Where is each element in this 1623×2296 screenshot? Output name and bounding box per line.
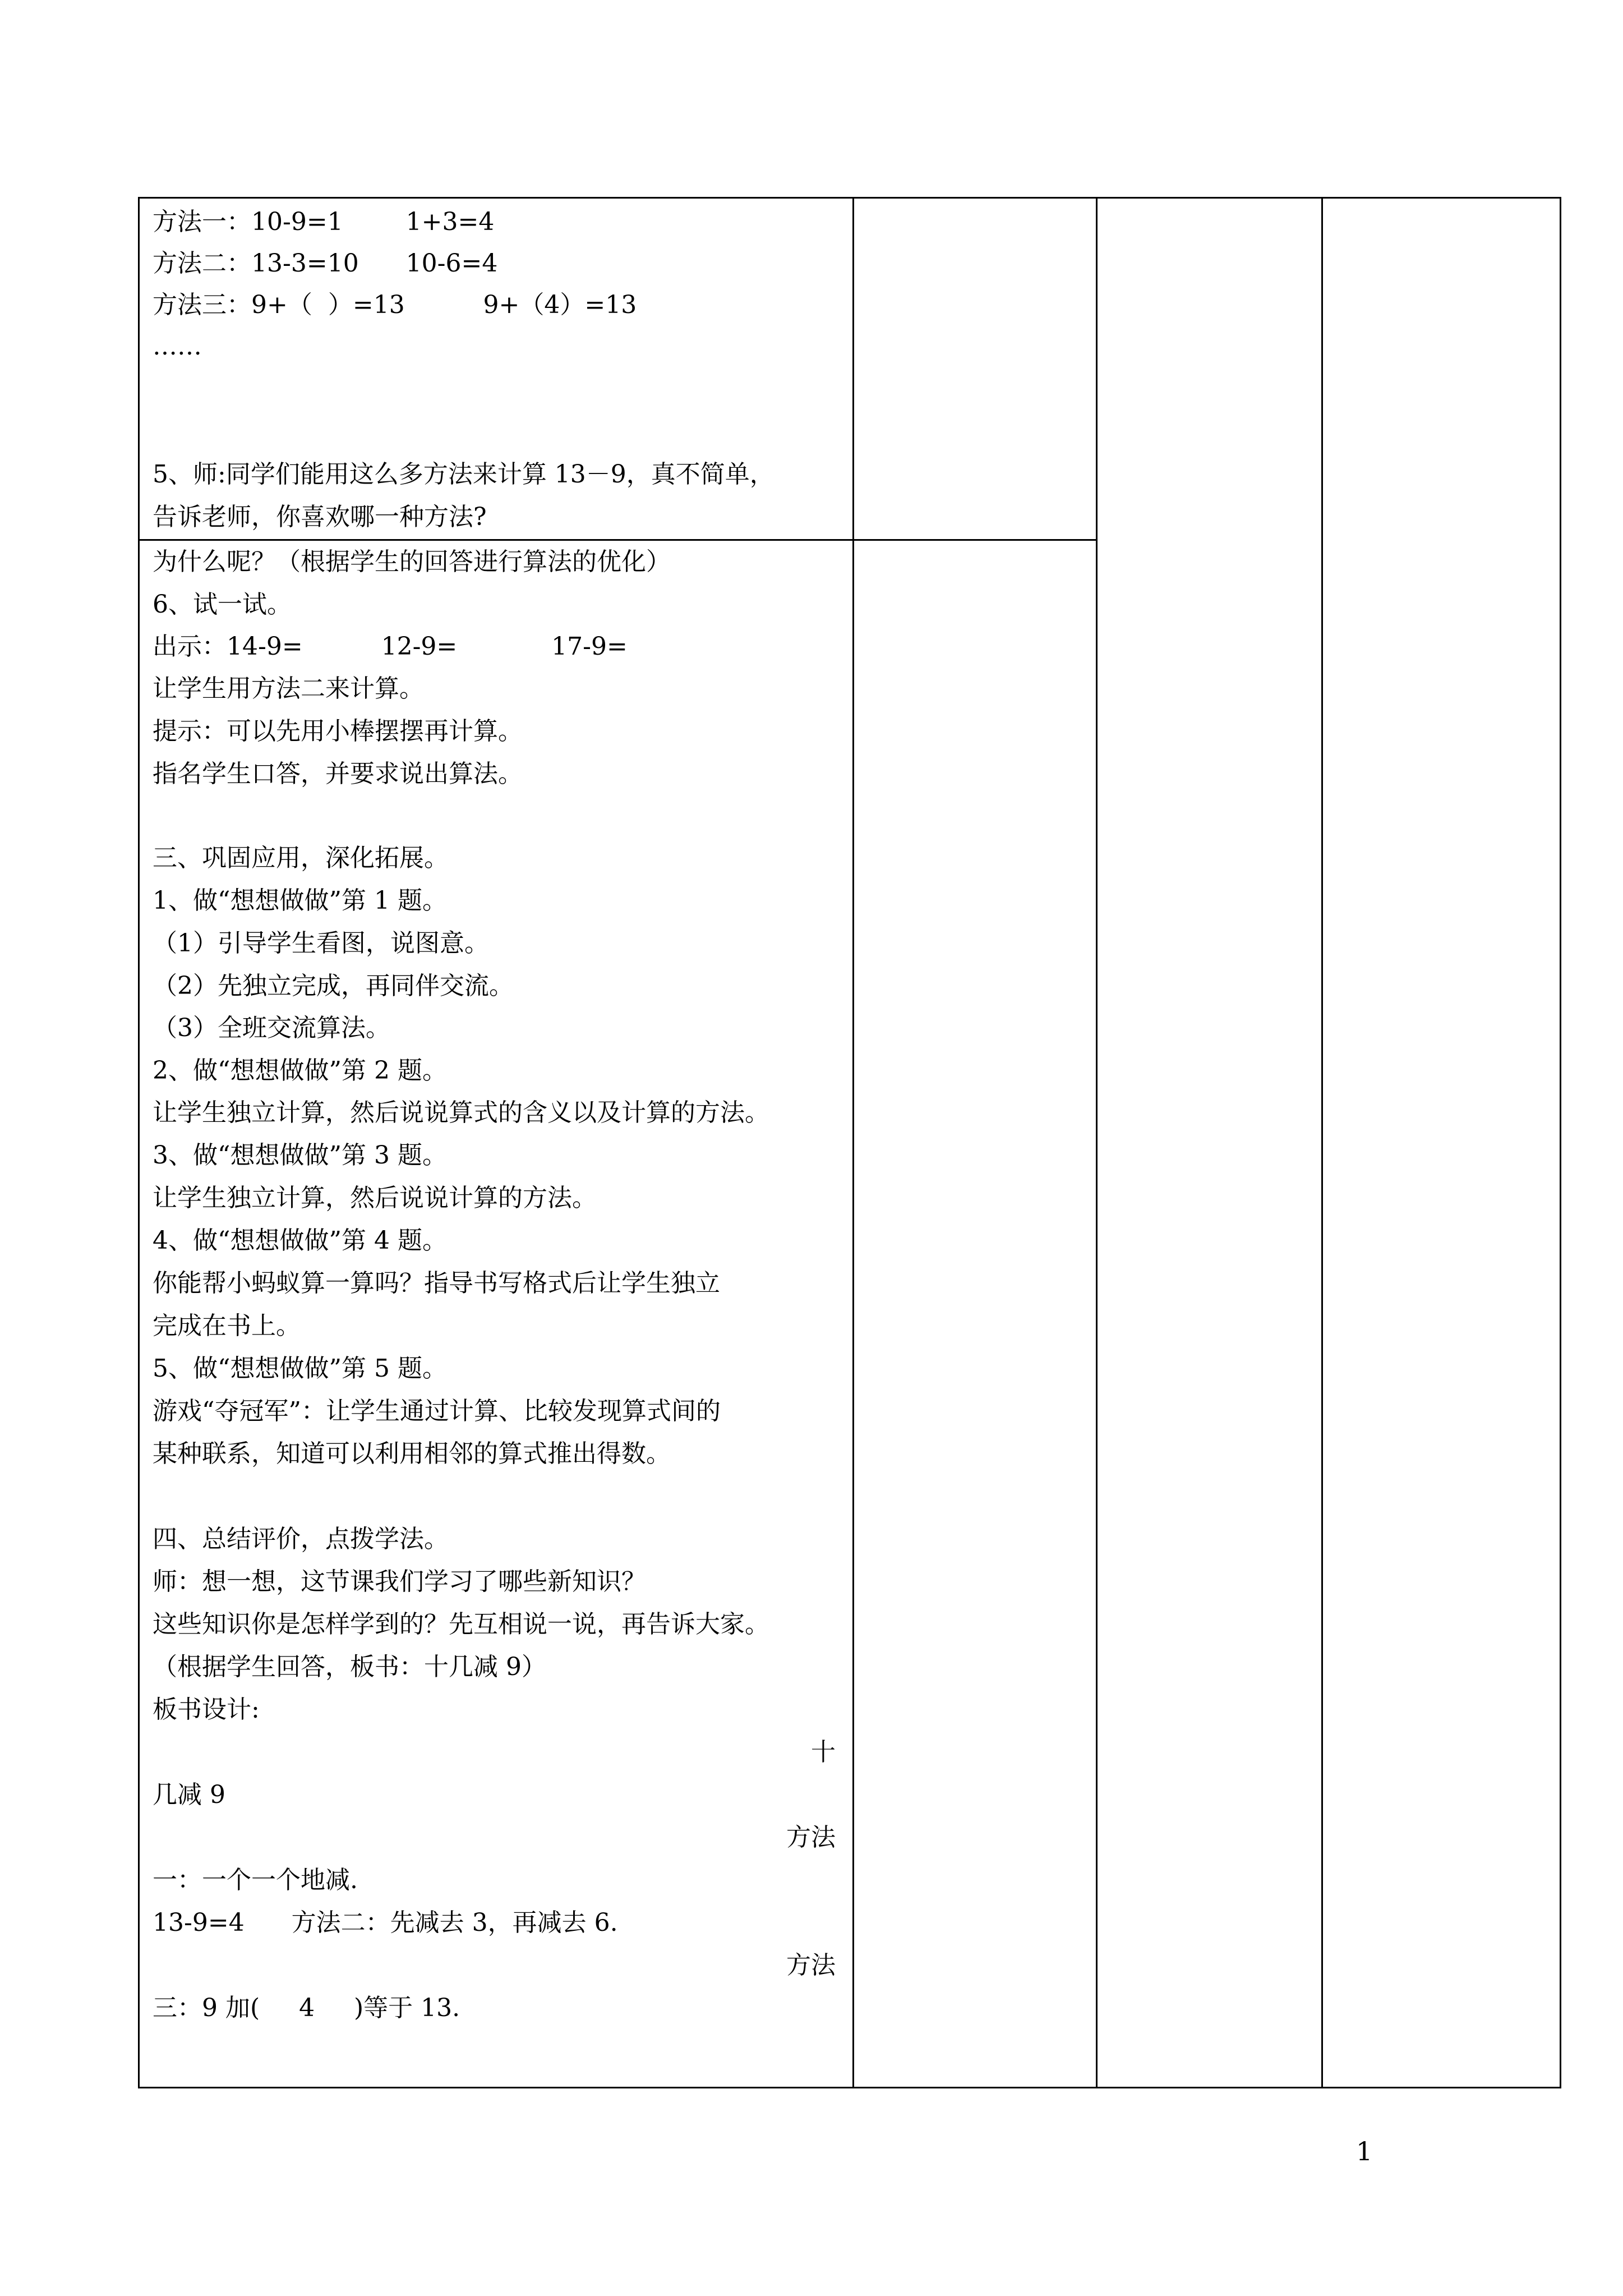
cell2-line-22: 四、总结评价，点拨学法。 [153,1525,449,1553]
cell2-line-5: 提示：可以先用小棒摆摆再计算。 [153,717,523,746]
cell1-line-4: …… [153,332,202,361]
table-bottom-border [138,2087,1561,2088]
page-number: 1 [1356,2136,1373,2166]
cell2-line-10: （2）先独立完成，再同伴交流。 [153,972,514,1000]
cell2-line-17: 你能帮小蚂蚁算一算吗？指导书写格式后让学生独立 [153,1269,720,1297]
cell2-line-20: 游戏“夺冠军”：让学生通过计算、比较发现算式间的 [153,1397,721,1425]
cell2-line-13: 让学生独立计算，然后说说算式的含义以及计算的方法。 [153,1098,769,1127]
table-right-border [1560,197,1561,2088]
cell2-line-2: 6、试一试。 [153,590,292,619]
cell2-line-8: 1、做“想想做做”第 1 题。 [153,886,447,915]
cell2-line-11: （3）全班交流算法。 [153,1014,390,1042]
cell1-line-6: 告诉老师，你喜欢哪一种方法? [153,503,487,531]
cell2-line-4: 让学生用方法二来计算。 [153,674,424,703]
cell2-line-3: 出示：14-9= 12-9= 17-9= [153,632,628,661]
cell2-line-30: 一：一个一个地减. [153,1866,358,1894]
cell2-line-32: 方法 [786,1951,836,1980]
cell2-line-18: 完成在书上。 [153,1312,301,1340]
cell2-line-19: 5、做“想想做做”第 5 题。 [153,1354,447,1383]
cell2-line-21: 某种联系，知道可以利用相邻的算式推出得数。 [153,1439,671,1468]
cell1-line-3: 方法三：9+（ ）=13 9+（4）=13 [153,291,637,319]
table-row-divider [138,539,1098,541]
cell2-line-26: 板书设计: [153,1695,260,1724]
cell2-line-6: 指名学生口答，并要求说出算法。 [153,760,523,788]
cell2-line-33: 三：9 加( 4 )等于 13. [153,1994,460,2022]
table-col-divider-3 [1321,197,1323,2088]
cell2-line-14: 3、做“想想做做”第 3 题。 [153,1141,447,1170]
cell1-line-5: 5、师:同学们能用这么多方法来计算 13－9，真不简单， [153,460,774,489]
cell2-line-7: 三、巩固应用，深化拓展。 [153,844,449,872]
cell2-line-29: 方法 [786,1823,836,1852]
cell2-line-12: 2、做“想想做做”第 2 题。 [153,1056,447,1085]
cell2-line-28: 几减 9 [153,1780,225,1809]
cell2-line-15: 让学生独立计算，然后说说计算的方法。 [153,1184,597,1212]
cell1-line-1: 方法一：10-9=1 1+3=4 [153,208,495,236]
cell2-line-24: 这些知识你是怎样学到的？先互相说一说，再告诉大家。 [153,1610,769,1639]
cell2-line-23: 师：想一想，这节课我们学习了哪些新知识？ [153,1567,646,1596]
cell2-line-27: 十 [811,1738,836,1766]
table-col-divider-2 [1096,197,1098,2088]
table-col-divider-1 [852,197,854,2088]
cell2-line-16: 4、做“想想做做”第 4 题。 [153,1226,447,1255]
cell2-line-25: （根据学生回答，板书：十几减 9） [153,1653,546,1681]
cell2-line-31: 13-9=4 方法二：先减去 3，再减去 6. [153,1908,618,1937]
table-left-border [138,197,140,2088]
table-top-border [138,197,1561,199]
cell2-line-1: 为什么呢？（根据学生的回答进行算法的优化） [153,547,671,576]
cell1-line-2: 方法二：13-3=10 10-6=4 [153,249,498,278]
cell2-line-9: （1）引导学生看图，说图意。 [153,929,489,958]
